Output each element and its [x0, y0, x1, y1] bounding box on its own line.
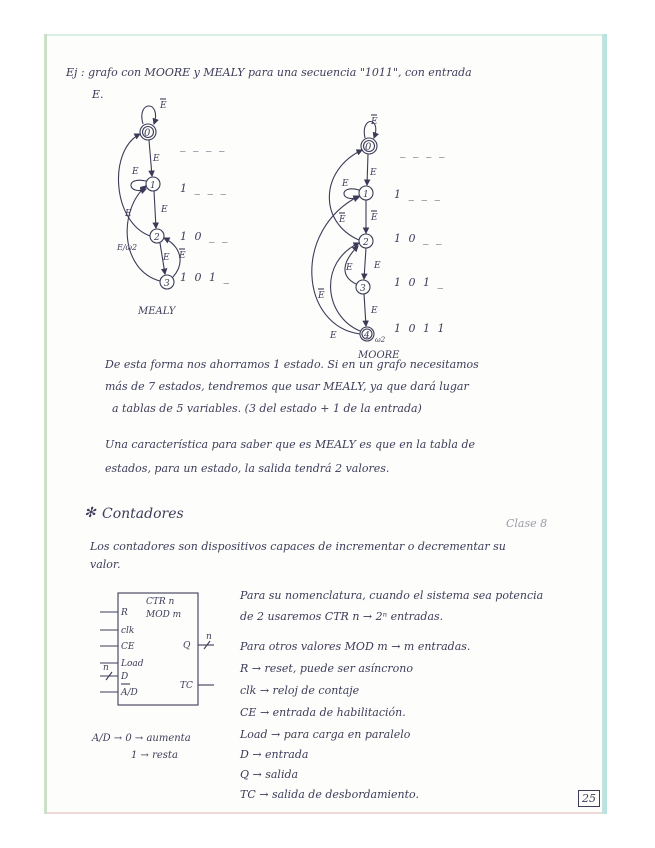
mealy-seq-2: 1 0 _ _	[180, 230, 230, 243]
intro-line-2: valor.	[90, 558, 121, 571]
svg-text:E: E	[125, 209, 132, 219]
svg-text:E: E	[342, 179, 349, 189]
svg-text:E: E	[371, 117, 378, 127]
mealy-seq-3: 1 0 1 _	[180, 271, 231, 284]
paragraph-2-line-1: Una característica para saber que es MEALY es que en la tabla de	[105, 438, 476, 451]
mealy-seq-0: _ _ _ _	[180, 139, 227, 152]
ad-note-line-2: 1 → resta	[131, 750, 178, 761]
note-line-7: Load → para carga en paralelo	[240, 728, 411, 741]
svg-text:A/D: A/D	[121, 688, 138, 698]
svg-text:Load: Load	[121, 659, 144, 669]
example-heading-cont: E.	[92, 88, 104, 101]
class-note: Clase 8	[506, 517, 548, 530]
moore-seq-2: 1 0 _ _	[394, 232, 444, 245]
svg-text:Q: Q	[183, 641, 191, 651]
example-heading: Ej : grafo con MOORE y MEALY para una secuencia "1011", con entrada	[66, 66, 472, 79]
svg-text:E: E	[374, 261, 381, 271]
page-number: 25	[578, 790, 600, 807]
svg-text:E: E	[163, 253, 170, 263]
svg-text:E: E	[318, 291, 325, 301]
mealy-seq-1: 1 _ _ _	[180, 182, 228, 195]
moore-label: MOORE	[358, 350, 400, 361]
mealy-label: MEALY	[138, 306, 176, 317]
svg-text:0: 0	[365, 142, 372, 153]
counter-title: CTR n	[146, 597, 175, 607]
svg-text:D: D	[121, 672, 129, 682]
paragraph-1-line-2: más de 7 estados, tendremos que usar MEALY, ya que dará lugar	[105, 380, 469, 393]
note-line-2: de 2 usaremos CTR n → 2ⁿ entradas.	[240, 610, 444, 623]
svg-text:E: E	[371, 213, 378, 223]
counter-subtitle: MOD m	[146, 610, 182, 620]
svg-text:clk: clk	[121, 626, 135, 636]
section-asterisk-icon: ✻	[84, 505, 96, 521]
mealy-state-1-label: 1	[150, 181, 156, 191]
svg-text:1: 1	[363, 190, 369, 200]
svg-text:E/ω2: E/ω2	[117, 243, 138, 252]
note-line-9: Q → salida	[240, 768, 299, 781]
svg-text:4: 4	[364, 331, 370, 341]
note-line-3: Para otros valores MOD m → m entradas.	[240, 640, 471, 653]
paragraph-2-line-2: estados, para un estado, la salida tendrá 2 valores.	[105, 462, 390, 475]
svg-text:3: 3	[360, 284, 366, 294]
mealy-state-3-label: 3	[164, 279, 170, 289]
paragraph-1-line-3: a tablas de 5 variables. (3 del estado + 1 de la entrada)	[112, 402, 422, 415]
moore-seq-3: 1 0 1 _	[394, 276, 445, 289]
svg-text:TC: TC	[180, 681, 193, 691]
ad-note-line-1: A/D → 0 → aumenta	[92, 733, 191, 744]
mealy-edge-label: E	[160, 101, 167, 111]
svg-text:E: E	[132, 167, 139, 177]
svg-text:E: E	[161, 205, 168, 215]
svg-text:E: E	[370, 168, 377, 178]
svg-text:E: E	[371, 306, 378, 316]
note-line-4: R → reset, puede ser asíncrono	[240, 662, 413, 675]
svg-text:E: E	[153, 154, 160, 164]
svg-text:E: E	[179, 251, 186, 261]
output-width-label: n	[206, 632, 212, 642]
svg-text:E: E	[346, 263, 353, 273]
svg-text:E: E	[339, 215, 346, 225]
svg-text:2: 2	[363, 238, 369, 248]
input-width-label: n	[103, 663, 109, 673]
moore-seq-1: 1 _ _ _	[394, 188, 442, 201]
note-line-10: TC → salida de desbordamiento.	[240, 788, 419, 801]
intro-line-1: Los contadores son dispositivos capaces de incrementar o decrementar su	[90, 540, 506, 553]
svg-text:CE: CE	[121, 642, 135, 652]
note-line-1: Para su nomenclatura, cuando el sistema sea potencia	[240, 589, 544, 602]
paragraph-1-line-1: De esta forma nos ahorramos 1 estado. Si en un grafo necesitamos	[105, 358, 479, 371]
note-line-6: CE → entrada de habilitación.	[240, 706, 406, 719]
note-line-8: D → entrada	[240, 748, 309, 761]
moore-output-label: ω2	[375, 336, 386, 344]
mealy-state-2-label: 2	[154, 233, 160, 243]
moore-seq-4: 1 0 1 1	[394, 322, 447, 335]
mealy-state-0-label: 0	[144, 128, 151, 139]
note-line-5: clk → reloj de contaje	[240, 684, 360, 697]
svg-text:E: E	[330, 331, 337, 341]
section-title: Contadores	[102, 506, 184, 522]
svg-text:R: R	[121, 608, 128, 618]
moore-seq-0: _ _ _ _	[400, 145, 447, 158]
